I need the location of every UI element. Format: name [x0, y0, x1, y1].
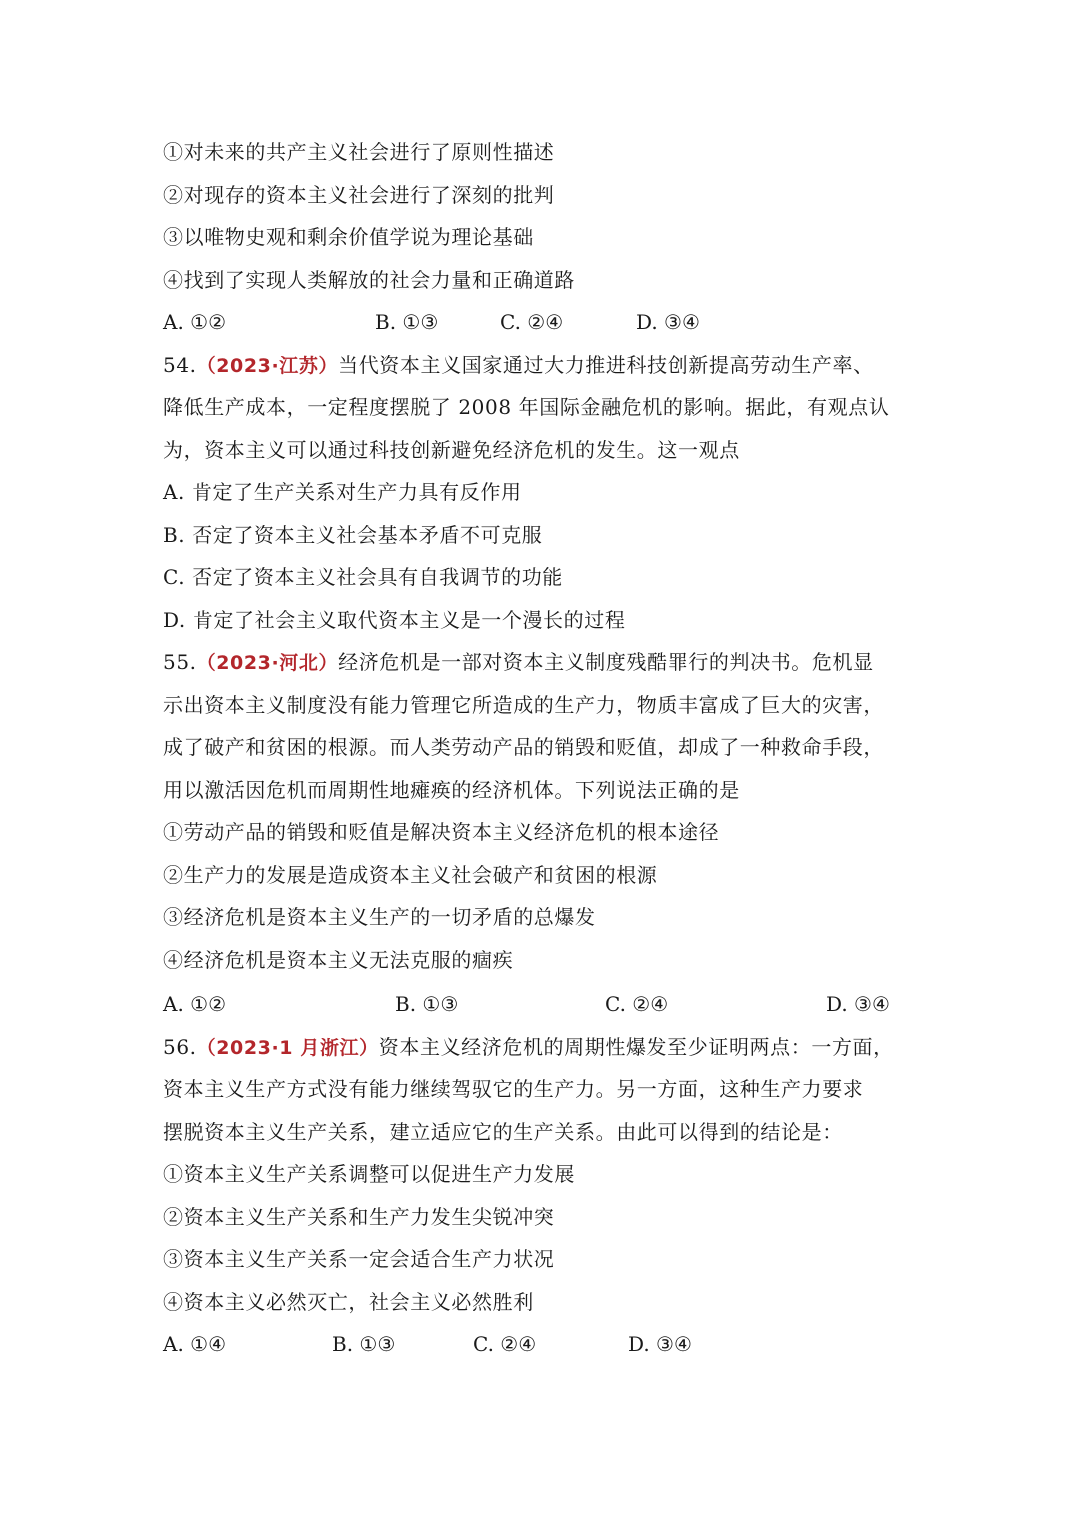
statement-2: ②生产力的发展是造成资本主义社会破产和贫困的根源: [163, 862, 658, 887]
option-d: D. ③④: [636, 310, 700, 334]
option-d: D. ③④: [628, 1332, 692, 1356]
question-number: 56.: [163, 1034, 197, 1059]
question-stem: 经济危机是一部对资本主义制度残酷罪行的判决书。危机显: [338, 650, 874, 674]
question-source-tag: （2023·1 月浙江）: [196, 1036, 379, 1059]
option-c: C. ②④: [500, 310, 564, 334]
answer-options: [163, 1323, 923, 1366]
question-stem-line: 为，资本主义可以通过科技创新避免经济危机的发生。这一观点: [163, 437, 740, 462]
statement-2: ②对现存的资本主义社会进行了深刻的批判: [163, 182, 555, 207]
statement-4: ④经济危机是资本主义无法克服的痼疾: [163, 947, 514, 972]
question-56: [163, 1026, 923, 1366]
statement-3: ③经济危机是资本主义生产的一切矛盾的总爆发: [163, 905, 596, 929]
question-stem-line: 用以激活因危机而周期性地瘫痪的经济机体。下列说法正确的是: [163, 777, 740, 802]
statement-3: ③资本主义生产关系一定会适合生产力状况: [163, 1247, 555, 1271]
option-c: C. ②④: [473, 1332, 537, 1356]
option-d: D. ③④: [826, 992, 890, 1016]
statement-1: ①劳动产品的销毁和贬值是解决资本主义经济危机的根本途径: [163, 820, 720, 844]
question-number: 55.: [163, 650, 197, 674]
option-c: C. ②④: [605, 992, 669, 1016]
answer-options: [163, 983, 923, 1026]
question-55: [163, 641, 923, 1026]
question-source-tag: （2023·河北）: [196, 652, 339, 674]
question-stem-line: 摆脱资本主义生产关系，建立适应它的生产关系。由此可以得到的结论是：: [163, 1119, 843, 1144]
question-stem-line: 资本主义生产方式没有能力继续驾驭它的生产力。另一方面，这种生产力要求: [163, 1077, 864, 1101]
choice-a: A. 肯定了生产关系对生产力具有反作用: [163, 480, 522, 504]
question-stem-line: 示出资本主义制度没有能力管理它所造成的生产力，物质丰富成了巨大的灾害，: [163, 692, 884, 717]
statement-4: ④资本主义必然灭亡，社会主义必然胜利: [163, 1289, 534, 1314]
question-stem-line: 降低生产成本，一定程度摆脱了 2008 年国际金融危机的影响。据此，有观点认: [163, 395, 890, 419]
choice-c: C. 否定了资本主义社会具有自我调节的功能: [163, 565, 563, 589]
statement-4: ④找到了实现人类解放的社会力量和正确道路: [163, 267, 575, 292]
document-page: [163, 131, 923, 1366]
option-b: B. ①③: [375, 310, 439, 334]
question-source-tag: （2023·江苏）: [196, 354, 339, 377]
option-a: A. ①②: [163, 310, 227, 334]
statement-2: ②资本主义生产关系和生产力发生尖锐冲突: [163, 1204, 555, 1229]
question-stem-line: 成了破产和贫困的根源。而人类劳动产品的销毁和贬值，却成了一种救命手段，: [163, 735, 884, 759]
question-54-stem-line: [163, 344, 923, 387]
choice-b: B. 否定了资本主义社会基本矛盾不可克服: [163, 522, 543, 547]
statement-1: ①资本主义生产关系调整可以促进生产力发展: [163, 1162, 575, 1186]
question-number: 54.: [163, 352, 197, 377]
option-b: B. ①③: [395, 992, 459, 1016]
option-a: A. ①②: [163, 992, 227, 1016]
option-b: B. ①③: [332, 1332, 396, 1356]
answer-options: [163, 301, 923, 344]
choice-d: D. 肯定了社会主义取代资本主义是一个漫长的过程: [163, 607, 626, 632]
option-a: A. ①④: [163, 1332, 227, 1356]
prev-question-block: [163, 131, 923, 344]
question-55-stem-line: [163, 641, 923, 684]
question-stem: 当代资本主义国家通过大力推进科技创新提高劳动生产率、: [338, 352, 874, 377]
question-stem: 资本主义经济危机的周期性爆发至少证明两点：一方面，: [378, 1034, 894, 1059]
statement-1: ①对未来的共产主义社会进行了原则性描述: [163, 140, 555, 164]
question-56-stem-line: [163, 1026, 923, 1069]
statement-3: ③以唯物史观和剩余价值学说为理论基础: [163, 225, 534, 249]
question-54: [163, 344, 923, 642]
